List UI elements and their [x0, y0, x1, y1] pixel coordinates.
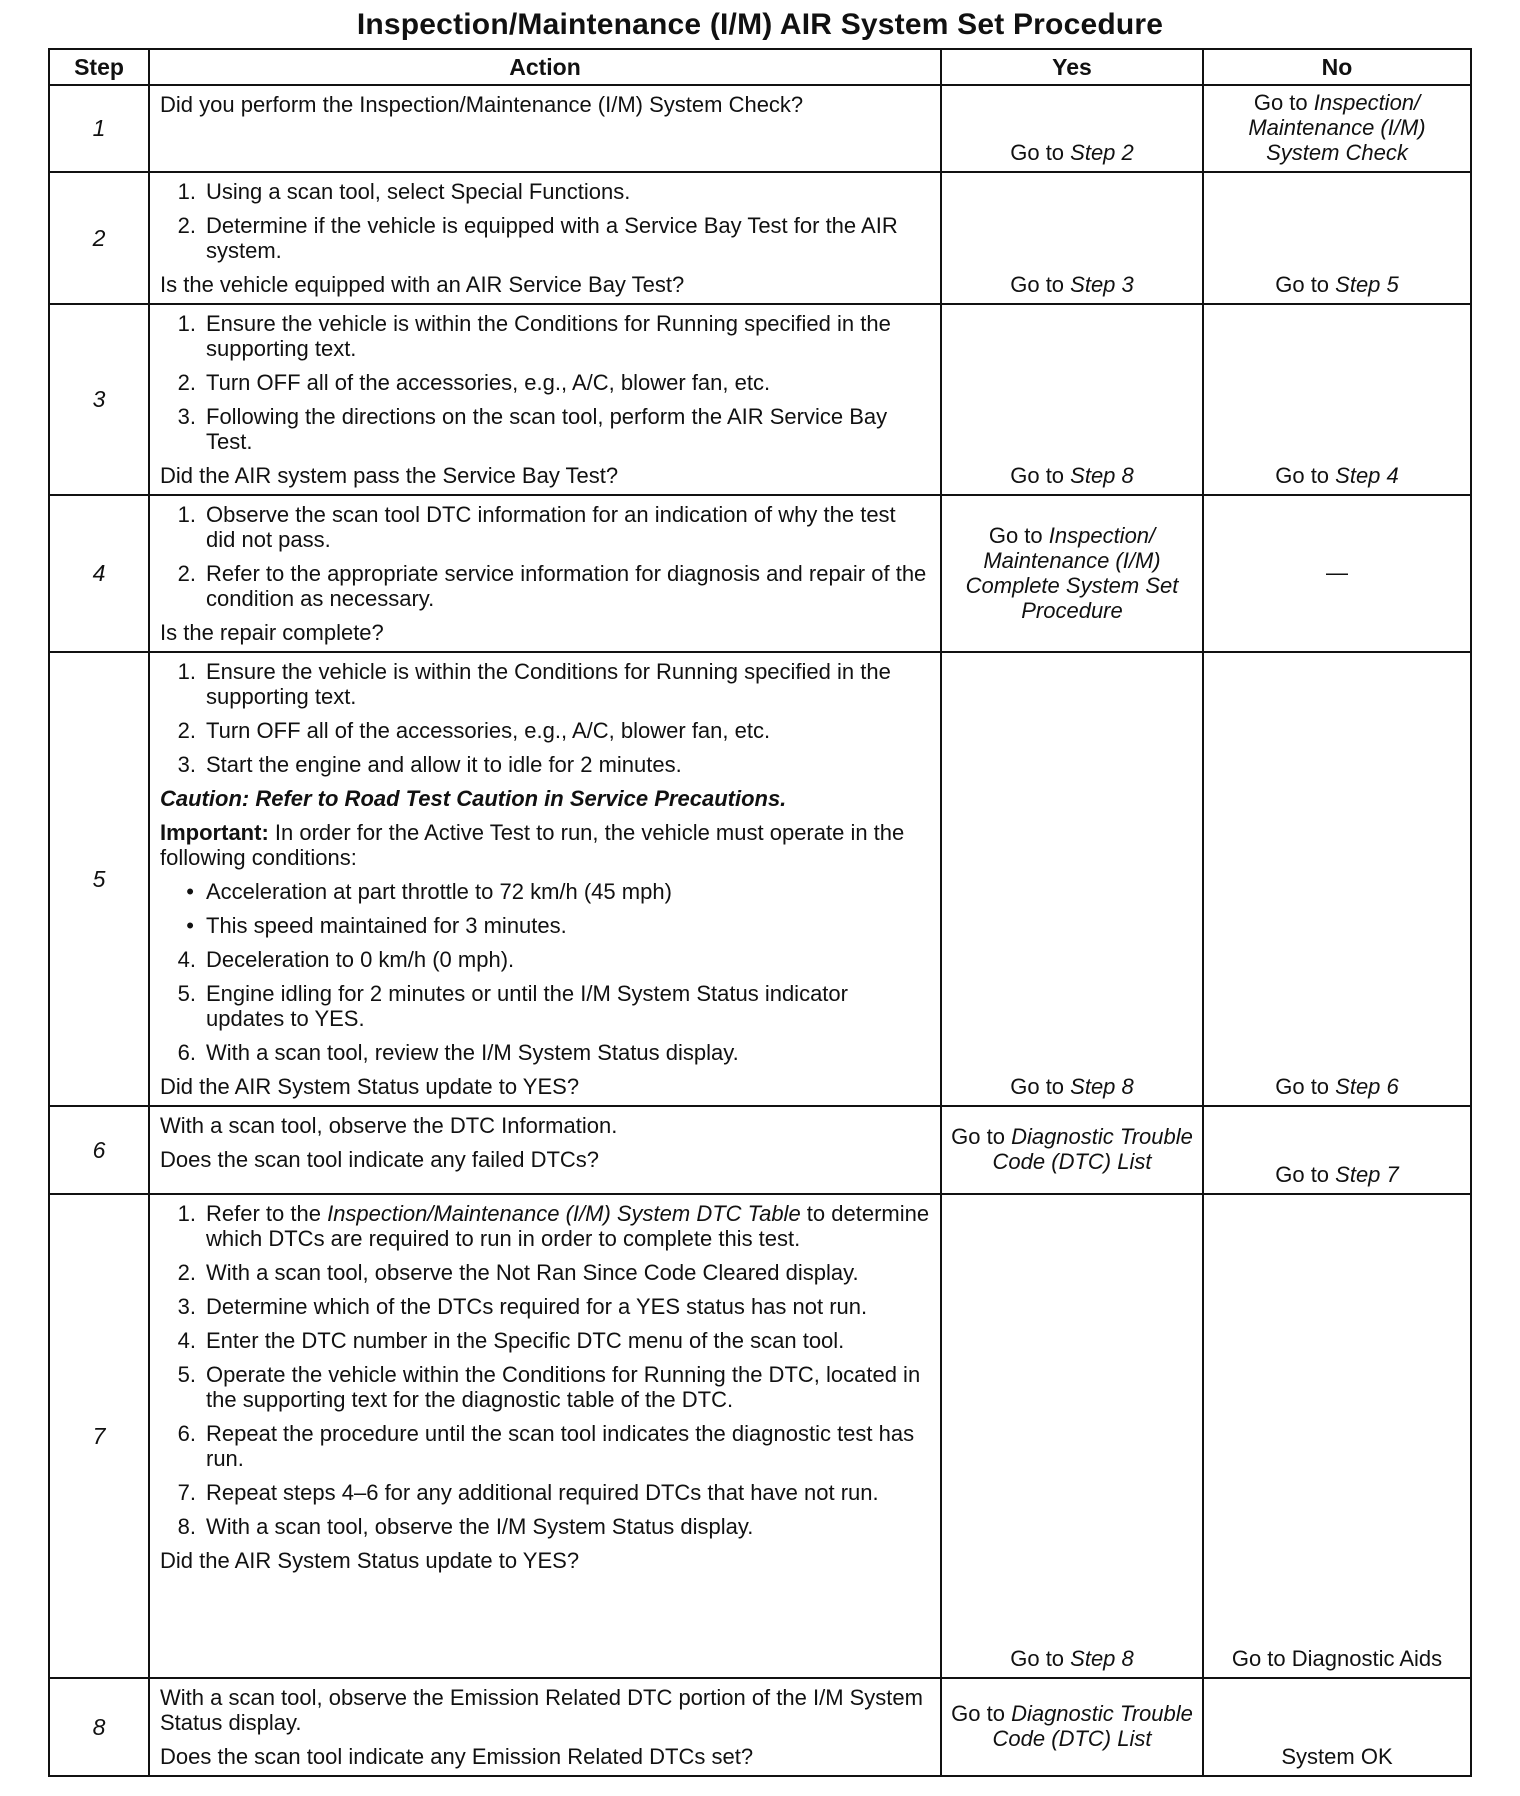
no-prefix: Go to: [1275, 272, 1336, 297]
header-no: No: [1203, 49, 1471, 85]
yes-link[interactable]: Step 8: [1070, 1646, 1134, 1671]
step-number: 4: [49, 495, 149, 652]
yes-link[interactable]: Diagnostic Trouble Code (DTC) List: [992, 1124, 1193, 1174]
header-row: [49, 49, 1471, 85]
no-cell: Go to Diagnostic Aids: [1203, 1194, 1471, 1678]
no-prefix: Go to: [1275, 1162, 1336, 1187]
procedure-table: [48, 48, 1472, 1777]
action-cell: [149, 85, 941, 172]
no-link[interactable]: Step 7: [1335, 1162, 1399, 1187]
no-prefix: Go to: [1253, 90, 1314, 115]
yes-cell: [941, 652, 1203, 1106]
no-cell: [1203, 304, 1471, 495]
header-yes: Yes: [941, 49, 1203, 85]
yes-prefix: Go to: [1010, 1074, 1071, 1099]
question: Did the AIR system pass the Service Bay Test?: [160, 463, 619, 488]
question: Did the AIR System Status update to YES?: [160, 1074, 580, 1099]
list-item: 3. Start the engine and allow it to idle for 2 minutes.: [177, 752, 682, 777]
bullet-item: • This speed maintained for 3 minutes.: [186, 913, 567, 938]
yes-prefix: Go to: [1010, 140, 1071, 165]
no-link[interactable]: Step 6: [1335, 1074, 1399, 1099]
yes-prefix: Go to: [951, 1701, 1012, 1726]
no-cell: System OK: [1203, 1678, 1471, 1776]
step-number: 1: [49, 85, 149, 172]
no-prefix: Go to: [1275, 463, 1336, 488]
yes-link[interactable]: Step 2: [1070, 140, 1134, 165]
page-title: Inspection/Maintenance (I/M) AIR System Set Procedure: [356, 8, 1164, 41]
no-cell: [1203, 1106, 1471, 1194]
question: Is the repair complete?: [160, 620, 384, 645]
step-number: 6: [49, 1106, 149, 1194]
table-row: [49, 1678, 1471, 1776]
yes-prefix: Go to: [988, 522, 1049, 548]
list-item: 7. Repeat steps 4–6 for any additional required DTCs that have not run.: [177, 1480, 879, 1505]
no-prefix: Go to: [1275, 1074, 1336, 1099]
list-item: 1. Observe the scan tool DTC information for an indication of why the test did not pass.: [177, 502, 896, 552]
yes-link[interactable]: Step 8: [1070, 463, 1134, 488]
question: Does the scan tool indicate any failed DTCs?: [160, 1147, 600, 1172]
yes-link[interactable]: Diagnostic Trouble Code (DTC) List: [992, 1701, 1193, 1751]
yes-cell: [941, 495, 1203, 652]
yes-cell: [941, 172, 1203, 304]
action-cell: [149, 495, 941, 652]
list-item: 3. Following the directions on the scan tool, perform the AIR Service Bay Test.: [177, 404, 888, 454]
no-cell: [1203, 85, 1471, 172]
list-item: 4. Enter the DTC number in the Specific DTC menu of the scan tool.: [177, 1328, 845, 1353]
list-item: 1. Refer to the Inspection/Maintenance (I/M) System DTC Table to determine which DTCs are required to run in order to complete this test.: [177, 1201, 930, 1251]
yes-cell: [941, 304, 1203, 495]
table-row: [49, 495, 1471, 652]
dtc-table-link[interactable]: Inspection/Maintenance (I/M) System DTC Table: [327, 1201, 801, 1226]
no-cell: [1203, 172, 1471, 304]
step-number: 2: [49, 172, 149, 304]
question: Did the AIR System Status update to YES?: [160, 1548, 580, 1573]
table-row: [49, 304, 1471, 495]
list-item: 6. Repeat the procedure until the scan tool indicates the diagnostic test has run.: [177, 1421, 915, 1471]
yes-cell: [941, 1106, 1203, 1194]
list-item: 5. Operate the vehicle within the Conditions for Running the DTC, located in the supporting text for the diagnostic table of the DTC.: [177, 1362, 921, 1412]
table-row: [49, 1106, 1471, 1194]
list-item: 2. Turn OFF all of the accessories, e.g., A/C, blower fan, etc.: [177, 718, 771, 743]
bullet-item: • Acceleration at part throttle to 72 km/h (45 mph): [186, 879, 672, 904]
action-cell: [149, 172, 941, 304]
list-item: 1. Ensure the vehicle is within the Conditions for Running specified in the supporting text.: [177, 659, 891, 709]
list-item: 3. Determine which of the DTCs required for a YES status has not run.: [177, 1294, 868, 1319]
table-row: [49, 85, 1471, 172]
no-cell: —: [1203, 495, 1471, 652]
list-item: 1. Using a scan tool, select Special Functions.: [177, 179, 631, 204]
yes-prefix: Go to: [1010, 463, 1071, 488]
list-item: 4. Deceleration to 0 km/h (0 mph).: [177, 947, 515, 972]
yes-link[interactable]: Step 8: [1070, 1074, 1134, 1099]
list-item: 1. Ensure the vehicle is within the Conditions for Running specified in the supporting text.: [177, 311, 891, 361]
list-item: 8. With a scan tool, observe the I/M System Status display.: [177, 1514, 754, 1539]
step-number: 8: [49, 1678, 149, 1776]
caution-note: Caution: Refer to Road Test Caution in Service Precautions.: [160, 786, 787, 811]
table-row: [49, 172, 1471, 304]
no-link[interactable]: Inspection/ Maintenance (I/M) System Check: [1248, 90, 1426, 165]
list-item: 2. With a scan tool, observe the Not Ran Since Code Cleared display.: [177, 1260, 859, 1285]
header-action: Action: [149, 49, 941, 85]
action-cell: [149, 1678, 941, 1776]
action-line: With a scan tool, observe the Emission Related DTC portion of the I/M System Status display.: [160, 1685, 923, 1735]
action-line: With a scan tool, observe the DTC Information.: [160, 1113, 618, 1138]
yes-prefix: Go to: [1010, 272, 1071, 297]
yes-cell: [941, 1194, 1203, 1678]
no-link[interactable]: Step 5: [1335, 272, 1399, 297]
list-item: 2. Determine if the vehicle is equipped with a Service Bay Test for the AIR system.: [177, 213, 898, 263]
yes-cell: [941, 1678, 1203, 1776]
yes-link[interactable]: Step 3: [1070, 272, 1134, 297]
important-note: Important: In order for the Active Test to run, the vehicle must operate in the following conditions:: [160, 820, 905, 870]
yes-prefix: Go to: [951, 1124, 1012, 1149]
no-cell: [1203, 652, 1471, 1106]
action-cell: [149, 304, 941, 495]
question: Does the scan tool indicate any Emission Related DTCs set?: [160, 1744, 754, 1769]
list-item: 2. Turn OFF all of the accessories, e.g., A/C, blower fan, etc.: [177, 370, 771, 395]
step-number: 3: [49, 304, 149, 495]
question: Did you perform the Inspection/Maintenance (I/M) System Check?: [160, 92, 804, 117]
action-cell: [149, 1106, 941, 1194]
yes-prefix: Go to: [1010, 1646, 1071, 1671]
table-row: [49, 1194, 1471, 1678]
no-link[interactable]: Step 4: [1335, 463, 1399, 488]
yes-link[interactable]: Inspection/ Maintenance (I/M) Complete System Set Procedure: [965, 522, 1179, 623]
action-cell: [149, 1194, 941, 1678]
action-cell: [149, 652, 941, 1106]
header-step: Step: [49, 49, 149, 85]
list-item: 6. With a scan tool, review the I/M System Status display.: [177, 1040, 739, 1065]
yes-cell: [941, 85, 1203, 172]
table-row: [49, 652, 1471, 1106]
list-item: 5. Engine idling for 2 minutes or until the I/M System Status indicator updates to YES.: [177, 981, 848, 1031]
step-number: 5: [49, 652, 149, 1106]
question: Is the vehicle equipped with an AIR Service Bay Test?: [160, 272, 685, 297]
list-item: 2. Refer to the appropriate service information for diagnosis and repair of the condition as necessary.: [177, 561, 927, 611]
step-number: 7: [49, 1194, 149, 1678]
